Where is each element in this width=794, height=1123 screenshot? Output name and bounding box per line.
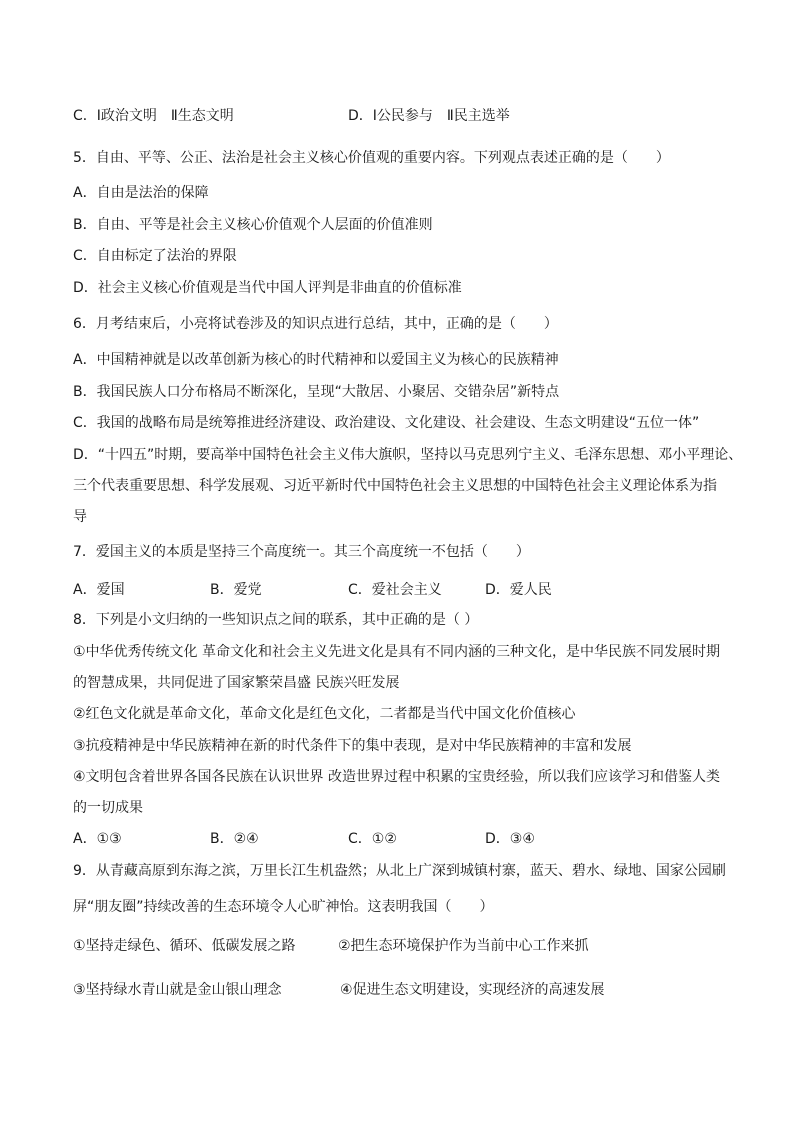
q4-option-d: D．Ⅰ公民参与 Ⅱ民主选举 bbox=[348, 108, 510, 124]
q7-option-a: A．爱国 bbox=[73, 582, 125, 598]
q8-statement-4-line2: 的一切成果 bbox=[73, 800, 143, 816]
q9-statement-3: ③坚持绿水青山就是金山银山理念 bbox=[73, 982, 282, 998]
q4-option-c: C．Ⅰ政治文明 Ⅱ生态文明 bbox=[73, 108, 234, 124]
q9-statement-4: ④促进生态文明建设，实现经济的高速发展 bbox=[340, 982, 605, 998]
q6-option-b: B．我国民族人口分布格局不断深化，呈现“大散居、小聚居、交错杂居”新特点 bbox=[73, 384, 560, 400]
q8-statement-4-line1: ④文明包含着世界各国各民族在认识世界 改造世界过程中积累的宝贵经验，所以我们应该学习和借鉴人类 bbox=[73, 769, 720, 785]
q9-stem-line2: 屏“朋友圈”持续改善的生态环境令人心旷神怡。这表明我国（ ） bbox=[73, 899, 494, 915]
q8-statement-3: ③抗疫精神是中华民族精神在新的时代条件下的集中表现，是对中华民族精神的丰富和发展 bbox=[73, 738, 632, 754]
q8-statement-1-line1: ①中华优秀传统文化 革命文化和社会主义先进文化是具有不同内涵的三种文化，是中华民族不同发展时期 bbox=[73, 644, 720, 660]
q7-option-d: D．爱人民 bbox=[485, 582, 552, 598]
q5-option-d: D．社会主义核心价值观是当代中国人评判是非曲直的价值标准 bbox=[73, 280, 462, 296]
q8-option-c: C．①② bbox=[348, 831, 397, 847]
q9-statement-1: ①坚持走绿色、循环、低碳发展之路 bbox=[73, 938, 296, 954]
q6-stem: 6．月考结束后，小亮将试卷涉及的知识点进行总结，其中，正确的是（ ） bbox=[73, 316, 558, 332]
q8-option-d: D．③④ bbox=[485, 831, 535, 847]
q6-option-d-line2: 三个代表重要思想、科学发展观、习近平新时代中国特色社会主义思想的中国特色社会主义理论体系为指 bbox=[73, 478, 717, 494]
q7-stem: 7．爱国主义的本质是坚持三个高度统一。其三个高度统一不包括（ ） bbox=[73, 544, 530, 560]
q6-option-d-line3: 导 bbox=[73, 509, 87, 525]
q8-option-b: B．②④ bbox=[210, 831, 259, 847]
q6-option-c: C．我国的战略布局是统筹推进经济建设、政治建设、文化建设、社会建设、生态文明建设“五位一体” bbox=[73, 415, 700, 431]
q5-option-b: B．自由、平等是社会主义核心价值观个人层面的价值准则 bbox=[73, 217, 433, 233]
q6-option-d-line1: D．“十四五”时期，要高举中国特色社会主义伟大旗帜，坚持以马克思列宁主义、毛泽东思想、邓小平理论、 bbox=[73, 447, 743, 463]
q7-option-b: B．爱党 bbox=[210, 582, 262, 598]
q8-stem: 8．下列是小文归纳的一些知识点之间的联系，其中正确的是（ ） bbox=[73, 612, 479, 628]
q8-option-a: A．①③ bbox=[73, 831, 122, 847]
q5-option-a: A．自由是法治的保障 bbox=[73, 185, 209, 201]
q5-option-c: C．自由标定了法治的界限 bbox=[73, 248, 237, 264]
q5-stem: 5．自由、平等、公正、法治是社会主义核心价值观的重要内容。下列观点表述正确的是（ ） bbox=[73, 150, 670, 166]
q7-option-c: C．爱社会主义 bbox=[348, 582, 442, 598]
q9-stem-line1: 9．从青藏高原到东海之滨，万里长江生机盎然；从北上广深到城镇村寨，蓝天、碧水、绿地、国家公园刷 bbox=[73, 863, 726, 879]
q8-statement-1-line2: 的智慧成果，共同促进了国家繁荣昌盛 民族兴旺发展 bbox=[73, 675, 400, 691]
q8-statement-2: ②红色文化就是革命文化，革命文化是红色文化，二者都是当代中国文化价值核心 bbox=[73, 706, 576, 722]
q6-option-a: A．中国精神就是以改革创新为核心的时代精神和以爱国主义为核心的民族精神 bbox=[73, 352, 559, 368]
q9-statement-2: ②把生态环境保护作为当前中心工作来抓 bbox=[338, 938, 589, 954]
